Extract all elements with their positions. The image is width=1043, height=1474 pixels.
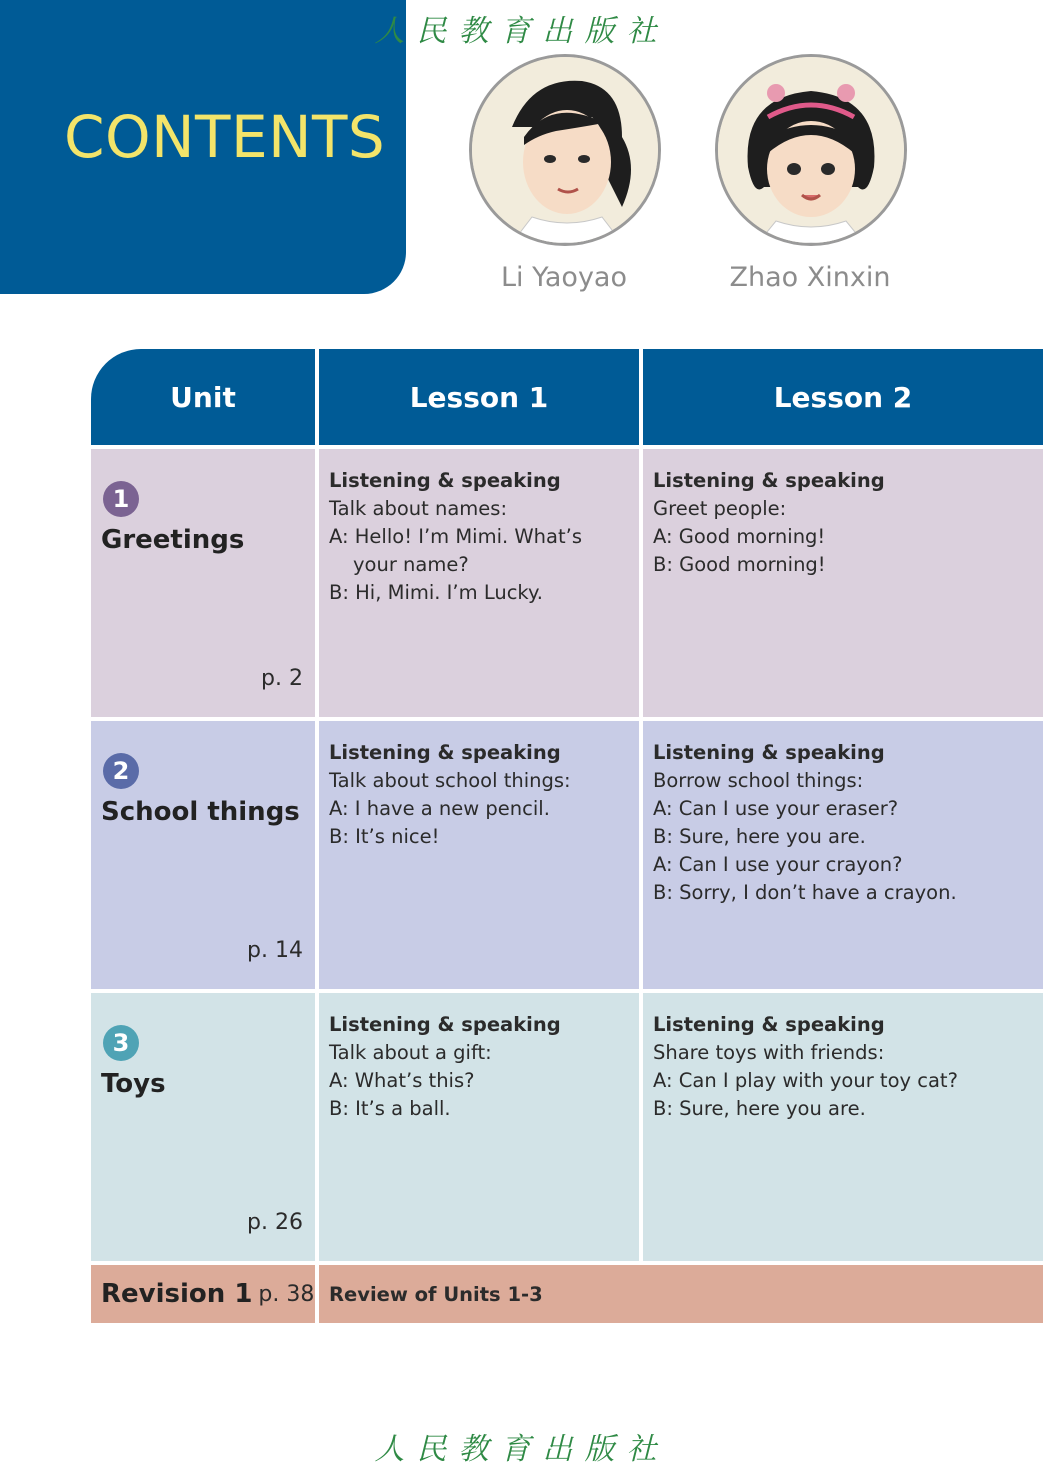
character-li-yaoyao (469, 54, 659, 293)
column-header-unit: Unit (91, 349, 315, 445)
lesson-intro: Greet people: (653, 497, 787, 520)
unit-page-number: p. 2 (261, 666, 303, 691)
dialogue-line: A: What’s this? (329, 1069, 475, 1092)
dialogue-line: A: Can I use your crayon? (653, 853, 903, 876)
lesson-cell (319, 449, 639, 717)
lesson-cell (643, 721, 1043, 989)
unit-number-badge: 3 (103, 1025, 139, 1061)
revision-cell[interactable] (91, 1265, 315, 1323)
lesson-intro: Share toys with friends: (653, 1041, 885, 1064)
lesson-intro: Talk about a gift: (329, 1041, 492, 1064)
unit-page-number: p. 14 (247, 938, 303, 963)
column-header-lesson-2: Lesson 2 (643, 349, 1043, 445)
revision-title: Revision 1 (101, 1279, 253, 1309)
dialogue-line: B: Sorry, I don’t have a crayon. (653, 881, 957, 904)
unit-cell[interactable] (91, 721, 315, 989)
unit-title: Greetings (101, 525, 245, 555)
lesson-intro: Talk about school things: (329, 769, 571, 792)
portrait-image (715, 54, 907, 246)
unit-cell[interactable] (91, 449, 315, 717)
dialogue-line: B: Sure, here you are. (653, 825, 866, 848)
lesson-heading: Listening & speaking (329, 469, 561, 492)
revision-page-number: p. 38 (258, 1281, 315, 1307)
character-zhao-xinxin (715, 54, 905, 293)
dialogue-line: A: Can I play with your toy cat? (653, 1069, 958, 1092)
lesson-heading: Listening & speaking (329, 1013, 561, 1036)
portrait-image (469, 54, 661, 246)
page-title: CONTENTS (64, 103, 386, 171)
dialogue-line: A: Hello! I’m Mimi. What’s your name? (329, 525, 582, 576)
unit-title: School things (101, 797, 300, 827)
unit-title: Toys (101, 1069, 166, 1099)
dialogue-line: A: Good morning! (653, 525, 826, 548)
lesson-heading: Listening & speaking (329, 741, 561, 764)
publisher-logo-bottom: 人民教育出版社 (374, 1432, 669, 1467)
unit-cell[interactable] (91, 993, 315, 1261)
lesson-cell (319, 993, 639, 1261)
dialogue-line: B: It’s nice! (329, 825, 440, 848)
dialogue-line: B: It’s a ball. (329, 1097, 451, 1120)
unit-number-badge: 2 (103, 753, 139, 789)
lesson-heading: Listening & speaking (653, 741, 885, 764)
lesson-intro: Talk about names: (329, 497, 508, 520)
lesson-heading: Listening & speaking (653, 469, 885, 492)
dialogue-line: A: I have a new pencil. (329, 797, 550, 820)
publisher-logo-top: 人民教育出版社 (374, 14, 669, 49)
unit-page-number: p. 26 (247, 1210, 303, 1235)
lesson-cell (643, 993, 1043, 1261)
dialogue-line: B: Hi, Mimi. I’m Lucky. (329, 581, 543, 604)
revision-description: Review of Units 1-3 (319, 1265, 1043, 1323)
column-header-lesson-1: Lesson 1 (319, 349, 639, 445)
lesson-cell (319, 721, 639, 989)
character-name: Li Yaoyao (500, 262, 627, 293)
character-name: Zhao Xinxin (729, 262, 891, 293)
lesson-cell (643, 449, 1043, 717)
lesson-heading: Listening & speaking (653, 1013, 885, 1036)
dialogue-line: B: Good morning! (653, 553, 826, 576)
unit-number-badge: 1 (103, 481, 139, 517)
dialogue-line: A: Can I use your eraser? (653, 797, 899, 820)
lesson-intro: Borrow school things: (653, 769, 864, 792)
dialogue-line: B: Sure, here you are. (653, 1097, 866, 1120)
contents-table (91, 349, 1043, 1323)
